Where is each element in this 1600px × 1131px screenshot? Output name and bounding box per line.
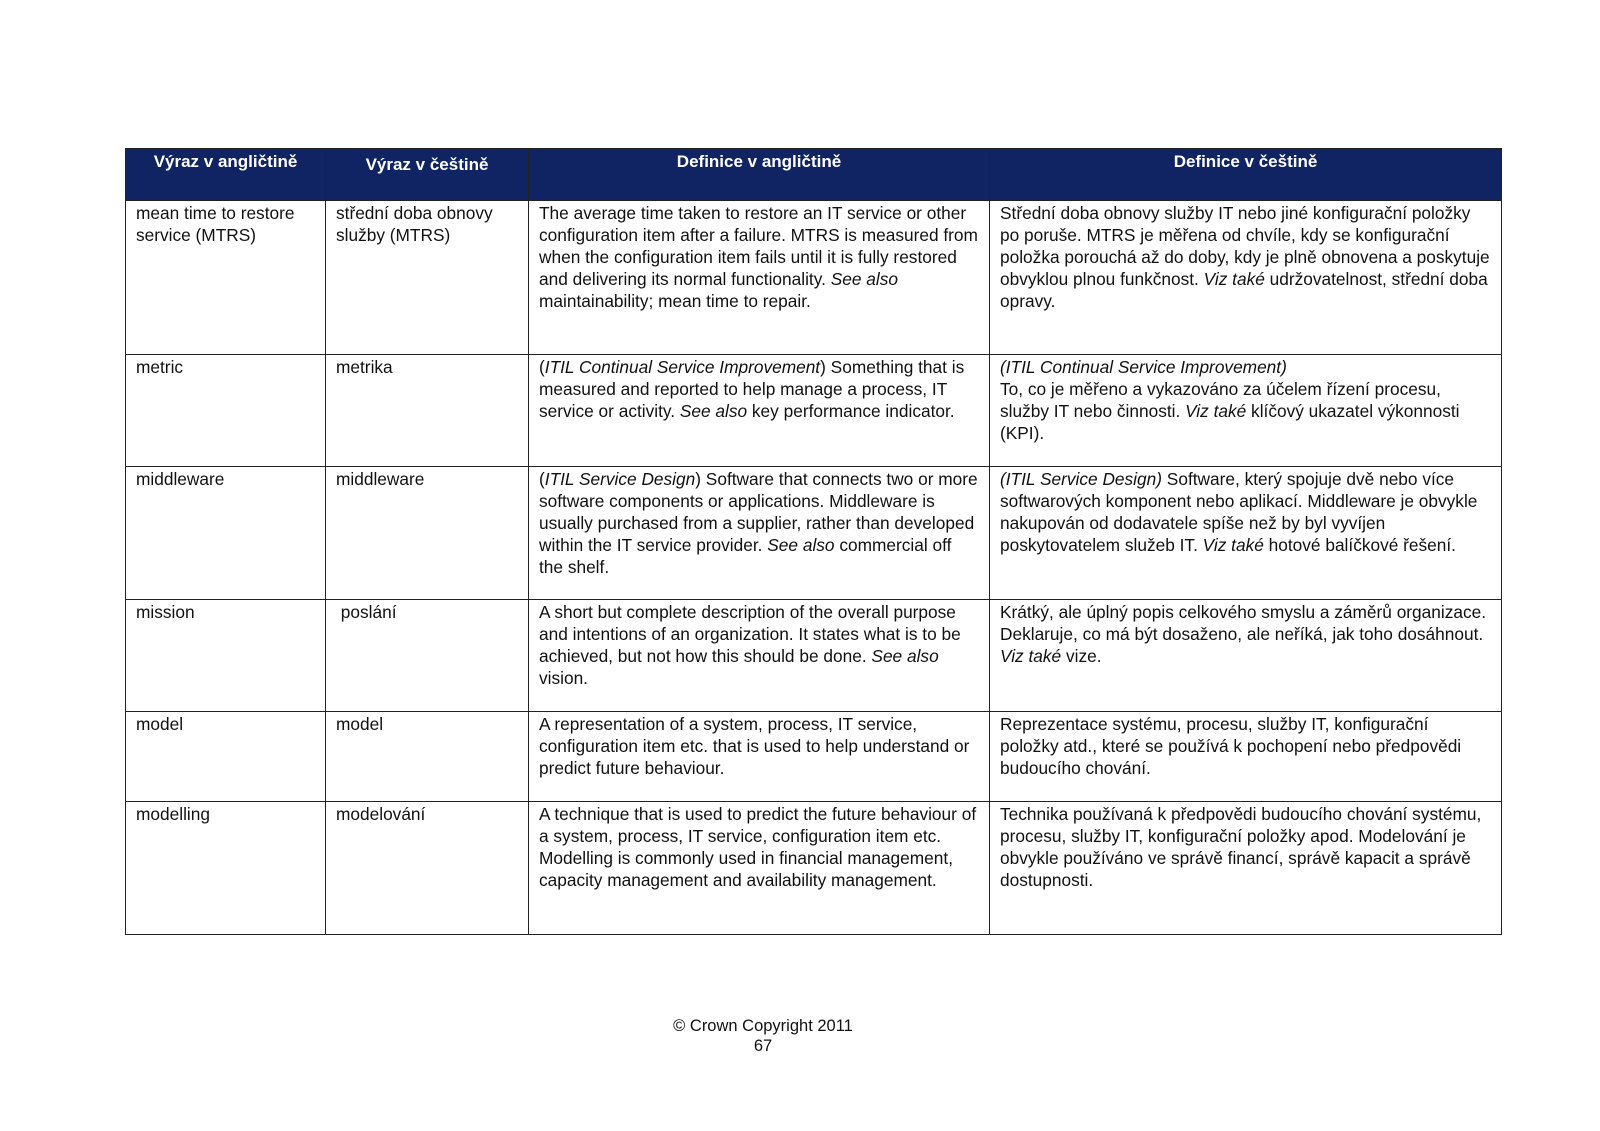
en-definition-cell: A technique that is used to predict the future behaviour of a system, process, IT service, configuration item etc. Modelling is commonly used in financial management, capacity management and availability management. — [529, 802, 990, 935]
table-header-row — [126, 149, 1502, 201]
cz-definition-cell: Technika používaná k předpovědi budoucího chování systému, procesu, služby IT, konfigurační položky apod. Modelování je obvykle používáno ve správě financí, správě kapacit a správě dostupnosti. — [990, 802, 1502, 935]
page-number: 67 — [753, 1037, 773, 1055]
italic-text: Viz také — [1203, 269, 1265, 289]
cz-term-cell: střední doba obnovy služby (MTRS) — [326, 201, 529, 355]
cz-definition-cell: Reprezentace systému, procesu, služby IT, konfigurační položky atd., které se používá k pochopení nebo předpovědi budoucího chování. — [990, 712, 1502, 802]
table-row — [126, 467, 1502, 600]
page-footer — [0, 1016, 1526, 1056]
italic-text: Viz také — [1202, 535, 1264, 555]
en-term-cell: modelling — [126, 802, 326, 935]
italic-text: See also — [830, 269, 898, 289]
glossary-table — [125, 148, 1502, 935]
en-definition-cell: The average time taken to restore an IT service or other configuration item after a failure. MTRS is measured from when the configuration item fails until it is fully restored and delivering its normal functionality. See also maintainability; mean time to repair. — [529, 201, 990, 355]
italic-text: See also — [767, 535, 835, 555]
en-term-cell: metric — [126, 355, 326, 467]
cz-definition-cell: (ITIL Continual Service Improvement) To, co je měřeno a vykazováno za účelem řízení procesu, služby IT nebo činnosti. Viz také klíčový ukazatel výkonnosti (KPI). — [990, 355, 1502, 467]
table-row — [126, 201, 1502, 355]
italic-text: (ITIL Continual Service Improvement) — [1000, 357, 1287, 377]
en-term-cell: middleware — [126, 467, 326, 600]
italic-text: ITIL Continual Service Improvement — [544, 357, 821, 377]
en-definition-cell: (ITIL Continual Service Improvement) Something that is measured and reported to help manage a process, IT service or activity. See also key performance indicator. — [529, 355, 990, 467]
cz-definition-cell: (ITIL Service Design) Software, který spojuje dvě nebo více softwarových komponent nebo aplikací. Middleware je obvykle nakupován od dodavatele spíše než by byl vyvíjen poskytovatelem služeb IT. Viz také hotové balíčkové řešení. — [990, 467, 1502, 600]
italic-text: See also — [871, 646, 939, 666]
table-row — [126, 802, 1502, 935]
italic-text: ITIL Service Design — [544, 469, 696, 489]
en-term-cell: model — [126, 712, 326, 802]
copyright-notice: © Crown Copyright 2011 — [673, 1017, 853, 1035]
cz-term-cell: model — [326, 712, 529, 802]
cz-term-cell: modelování — [326, 802, 529, 935]
en-term-cell: mean time to restore service (MTRS) — [126, 201, 326, 355]
header-cz-term: Výraz v češtině — [326, 149, 529, 201]
cz-definition-cell: Střední doba obnovy služby IT nebo jiné konfigurační položky po poruše. MTRS je měřena od chvíle, kdy se konfigurační položka porouchá až do doby, kdy je plně obnovena a poskytuje obvyklou plnou funkčnost. Viz také udržovatelnost, střední doba opravy. — [990, 201, 1502, 355]
cz-term-cell: metrika — [326, 355, 529, 467]
cz-term-cell: poslání — [326, 600, 529, 712]
table-row — [126, 355, 1502, 467]
header-en-term: Výraz v angličtině — [126, 149, 326, 201]
en-term-cell: mission — [126, 600, 326, 712]
header-en-definition: Definice v angličtině — [529, 149, 990, 201]
en-definition-cell: A short but complete description of the overall purpose and intentions of an organization. It states what is to be achieved, but not how this should be done. See also vision. — [529, 600, 990, 712]
table-row — [126, 600, 1502, 712]
en-definition-cell: (ITIL Service Design) Software that connects two or more software components or applications. Middleware is usually purchased from a supplier, rather than developed within the IT service provider. See also commercial off the shelf. — [529, 467, 990, 600]
cz-term-cell: middleware — [326, 467, 529, 600]
table-row — [126, 712, 1502, 802]
header-cz-definition: Definice v češtině — [990, 149, 1502, 201]
italic-text: Viz také — [1185, 401, 1247, 421]
cz-definition-cell: Krátký, ale úplný popis celkového smyslu a záměrů organizace. Deklaruje, co má být dosaženo, ale neříká, jak toho dosáhnout. Viz také vize. — [990, 600, 1502, 712]
italic-text: (ITIL Service Design) — [1000, 469, 1162, 489]
italic-text: See also — [679, 401, 748, 421]
italic-text: Viz také — [1000, 646, 1062, 666]
en-definition-cell: A representation of a system, process, IT service, configuration item etc. that is used to help understand or predict future behaviour. — [529, 712, 990, 802]
